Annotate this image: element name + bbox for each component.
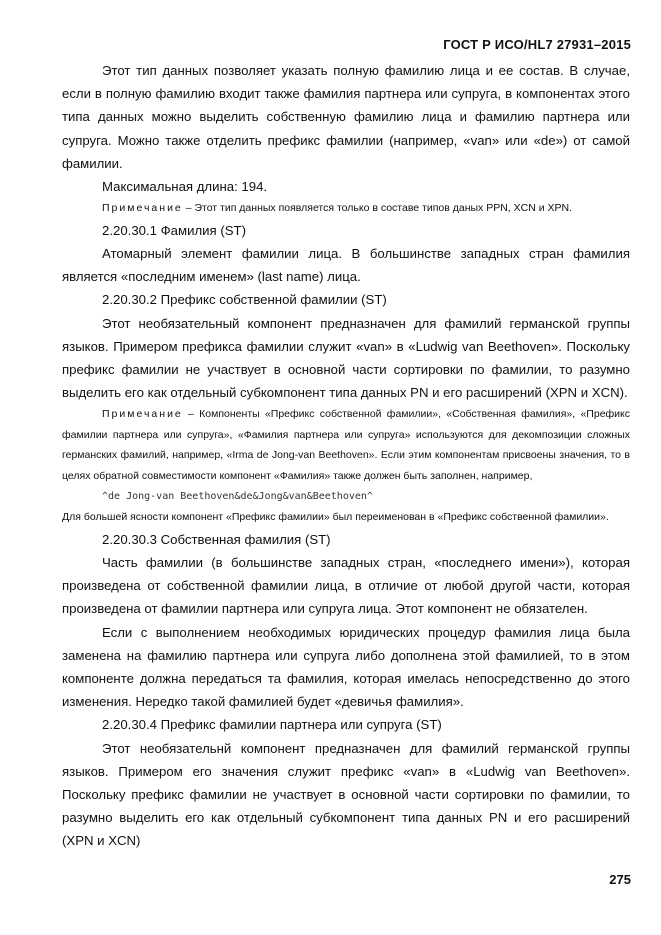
note-label: Примечание (102, 408, 183, 421)
paragraph: Максимальная длина: 194. (102, 179, 268, 195)
paragraph: Атомарный элемент фамилии лица. В большинстве западных стран фамилия является «последним именем» (last name) лица. (62, 245, 630, 285)
section-heading: 2.20.30.4 Префикс фамилии партнера или супруга (ST) (102, 717, 442, 733)
paragraph: Часть фамилии (в большинстве западных стран, «последнего имени»), которая произведена от собственной фамилии лица, в отличие от любой другой части, которая произведена от фамилии партнера или супруга лица. Этот компонент не обязателен. (62, 555, 630, 617)
section-heading: 2.20.30.2 Префикс собственной фамилии (ST) (102, 292, 387, 308)
note (62, 404, 630, 486)
paragraph: Этот тип данных позволяет указать полную фамилию лица и ее состав. В случае, если в полную фамилию входит также фамилия партнера или супруга, в компонентах этого типа данных можно выделить собственную фамилию лица и фамилию партнера или супруга. Можно также отделить префикс фамилии (например, «van» или «de») от самой фамилии. (62, 63, 630, 171)
document-body (62, 59, 630, 853)
note (62, 198, 630, 219)
note-text: – Компоненты «Префикс собственной фамилии», «Собственная фамилия», «Префикс фамилии партнера или супруга», «Фамилия партнера или супруга» используются для декомпозиции сложных германских фамилий, например, «Irma de Jong-van Beethoven». Если этим компонентам присвоены значения, то в целях обратной совместимости компонент «Фамилия» также должен быть заполнен, например, (62, 408, 630, 482)
note-continuation: Для большей ясности компонент «Префикс фамилии» был переименован в «Префикс собственной фамилии». (62, 511, 609, 524)
page-number: 275 (609, 872, 631, 887)
paragraph: Этот необязательнй компонент предназначен для фамилий германской группы языков. Примером его значения служит префикс «van» в «Ludwig van Beethoven». Поскольку префикс фамилии не участвует в основной части сортировки по фамилии, то разумно выделить его как отдельный субкомпонент типа данных PN и его расширений (XPN и XCN) (62, 740, 630, 849)
document-header: ГОСТ Р ИСО/HL7 27931–2015 (443, 37, 631, 52)
section-heading: 2.20.30.1 Фамилия (ST) (102, 222, 246, 238)
paragraph: Этот необязательный компонент предназначен для фамилий германской группы языков. Примером префикса фамилии служит «van» в «Ludwig van Beethoven». Поскольку префикс фамилии не участвует в основной части сортировки по фамилии, то разумно выделить его как отдельный субкомпонент типа данных PN и его расширений (XPN и XCN). (62, 315, 630, 401)
paragraph: Если с выполнением необходимых юридических процедур фамилия лица была заменена на фамилию партнера или супруга либо дополнена этой фамилией, то в этом компоненте должна передаться та фамилия, которая имелась непосредственно до этого изменения. Нередко такой фамилией будет «девичья фамилия». (62, 624, 630, 710)
section-heading: 2.20.30.3 Собственная фамилия (ST) (102, 531, 331, 547)
note-label: Примечание (102, 202, 183, 215)
code-example: ^de Jong-van Beethoven&de&Jong&van&Beethoven^ (102, 491, 373, 503)
note-text: – Этот тип данных появляется только в составе типов даных PPN, XCN и XPN. (182, 202, 573, 215)
